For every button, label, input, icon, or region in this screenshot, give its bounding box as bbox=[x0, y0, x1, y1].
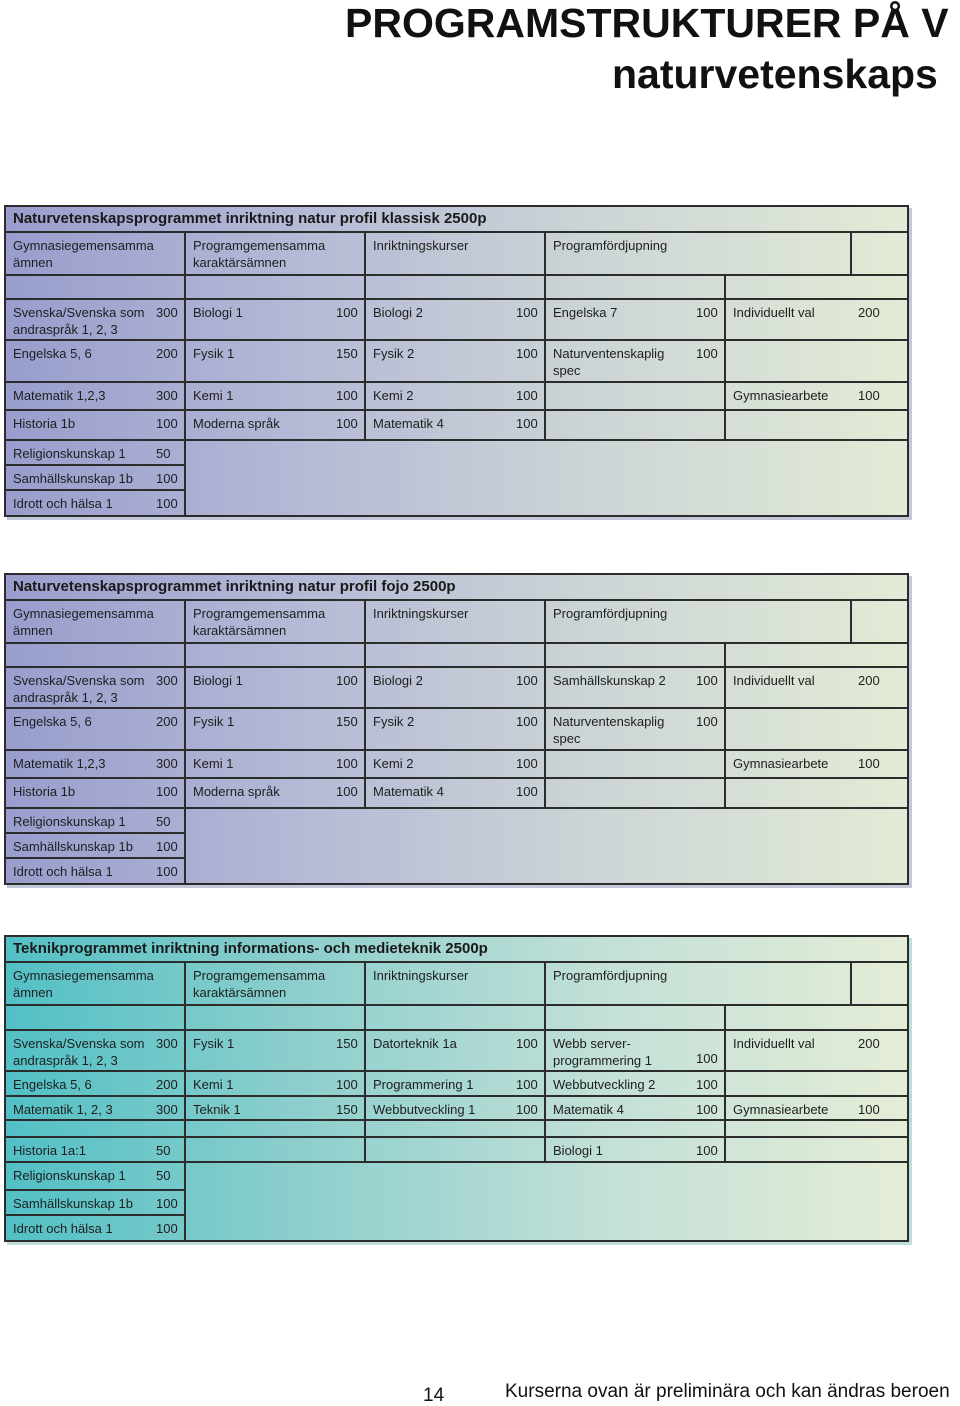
empty-cell bbox=[6, 275, 149, 299]
course-points: 100 bbox=[149, 833, 185, 858]
course-points: 100 bbox=[329, 410, 365, 440]
empty-cell bbox=[689, 410, 725, 440]
course-row bbox=[6, 667, 907, 708]
course-row bbox=[6, 1120, 907, 1137]
column-header: Inriktningskurser bbox=[365, 963, 545, 1005]
course-row bbox=[6, 299, 907, 340]
course-points: 100 bbox=[509, 340, 545, 382]
course-name: Naturventenskaplig spec bbox=[545, 340, 689, 382]
course-points: 100 bbox=[689, 299, 725, 340]
course-grid bbox=[6, 233, 907, 515]
course-points: 50 bbox=[149, 1162, 185, 1190]
course-name: Kemi 1 bbox=[185, 382, 329, 410]
course-points: 100 bbox=[329, 1071, 365, 1096]
course-row bbox=[6, 1096, 907, 1120]
course-points: 100 bbox=[851, 750, 907, 778]
course-name: Gymnasiearbete bbox=[725, 750, 851, 778]
course-row bbox=[6, 1162, 907, 1190]
course-name: Samhällskunskap 1b bbox=[6, 833, 149, 858]
course-name: Historia 1b bbox=[6, 410, 149, 440]
empty-cell bbox=[545, 382, 689, 410]
course-points: 100 bbox=[329, 778, 365, 808]
empty-cell bbox=[6, 1005, 149, 1030]
course-points: 200 bbox=[149, 340, 185, 382]
program-table-teknik bbox=[4, 935, 909, 1242]
course-name: Biologi 2 bbox=[365, 299, 509, 340]
course-points: 100 bbox=[689, 1030, 725, 1071]
course-name: Programmering 1 bbox=[365, 1071, 509, 1096]
spacer-row bbox=[6, 275, 907, 299]
course-name: Matematik 1,2,3 bbox=[6, 382, 149, 410]
course-name: Biologi 2 bbox=[365, 667, 509, 708]
column-header: Gymnasiegemensamma ämnen bbox=[6, 963, 185, 1005]
course-points: 200 bbox=[149, 708, 185, 750]
empty-cell bbox=[851, 601, 907, 643]
empty-cell bbox=[365, 1137, 509, 1162]
course-row bbox=[6, 410, 907, 440]
empty-cell bbox=[149, 1005, 185, 1030]
program-table-natur-fojo bbox=[4, 573, 909, 885]
empty-cell bbox=[365, 1005, 509, 1030]
empty-cell bbox=[851, 1120, 907, 1137]
column-header: Gymnasiegemensamma ämnen bbox=[6, 233, 185, 275]
page-number: 14 bbox=[423, 1385, 445, 1406]
course-name: Kemi 1 bbox=[185, 1071, 329, 1096]
course-points: 200 bbox=[851, 299, 907, 340]
empty-cell bbox=[509, 1137, 545, 1162]
course-row bbox=[6, 708, 907, 750]
course-name: Matematik 4 bbox=[545, 1096, 689, 1120]
course-points: 100 bbox=[689, 1096, 725, 1120]
course-name: Historia 1b bbox=[6, 778, 149, 808]
document-title-line-1: PROGRAMSTRUKTURER PÅ V bbox=[345, 0, 949, 46]
course-name: Teknik 1 bbox=[185, 1096, 329, 1120]
course-points: 100 bbox=[509, 1030, 545, 1071]
course-points: 150 bbox=[329, 1030, 365, 1071]
empty-cell bbox=[851, 1005, 907, 1030]
course-grid-body bbox=[6, 963, 907, 1240]
course-name: Idrott och hälsa 1 bbox=[6, 490, 149, 515]
course-points: 50 bbox=[149, 1137, 185, 1162]
empty-cell bbox=[329, 1005, 365, 1030]
empty-cell bbox=[851, 963, 907, 1005]
course-name: Webb server-programmering 1 bbox=[545, 1030, 689, 1071]
course-row bbox=[6, 778, 907, 808]
empty-cell bbox=[725, 708, 851, 750]
empty-cell bbox=[689, 778, 725, 808]
course-name: Naturventenskaplig spec bbox=[545, 708, 689, 750]
course-name: Individuellt val bbox=[725, 299, 851, 340]
empty-cell bbox=[509, 1005, 545, 1030]
course-row bbox=[6, 440, 907, 465]
course-name: Fysik 2 bbox=[365, 708, 509, 750]
empty-cell bbox=[185, 1137, 329, 1162]
empty-cell bbox=[689, 1120, 725, 1137]
course-name: Engelska 5, 6 bbox=[6, 708, 149, 750]
column-header: Gymnasiegemensamma ämnen bbox=[6, 601, 185, 643]
course-name: Idrott och hälsa 1 bbox=[6, 858, 149, 883]
document-title-line-2: naturvetenskaps bbox=[612, 51, 938, 97]
course-name: Matematik 4 bbox=[365, 778, 509, 808]
course-row bbox=[6, 1071, 907, 1096]
course-name: Matematik 1,2,3 bbox=[6, 750, 149, 778]
empty-cell bbox=[545, 778, 689, 808]
empty-cell bbox=[725, 410, 851, 440]
course-points: 100 bbox=[149, 490, 185, 515]
column-header: Programfördjupning bbox=[545, 233, 851, 275]
course-grid bbox=[6, 963, 907, 1240]
course-points: 100 bbox=[689, 1137, 725, 1162]
course-points: 100 bbox=[689, 1071, 725, 1096]
empty-cell bbox=[725, 643, 851, 667]
table-title: Naturvetenskapsprogrammet inriktning natur profil klassisk 2500p bbox=[6, 207, 907, 233]
empty-cell bbox=[689, 275, 725, 299]
empty-cell bbox=[851, 410, 907, 440]
empty-cell bbox=[725, 275, 851, 299]
course-points: 100 bbox=[689, 708, 725, 750]
empty-cell bbox=[149, 643, 185, 667]
course-name: Idrott och hälsa 1 bbox=[6, 1215, 149, 1240]
course-name: Gymnasiearbete bbox=[725, 382, 851, 410]
empty-cell bbox=[185, 1120, 329, 1137]
course-points: 100 bbox=[509, 382, 545, 410]
course-points: 100 bbox=[329, 299, 365, 340]
course-points: 100 bbox=[149, 1215, 185, 1240]
course-name: Biologi 1 bbox=[545, 1137, 689, 1162]
course-points: 100 bbox=[149, 1190, 185, 1215]
spacer-row bbox=[6, 643, 907, 667]
empty-cell bbox=[149, 1120, 185, 1137]
empty-cell bbox=[545, 1005, 689, 1030]
empty-cell bbox=[725, 340, 851, 382]
course-points: 100 bbox=[689, 667, 725, 708]
header-row bbox=[6, 601, 907, 643]
course-points: 200 bbox=[851, 1030, 907, 1071]
empty-cell bbox=[545, 275, 689, 299]
course-row bbox=[6, 750, 907, 778]
course-grid bbox=[6, 601, 907, 883]
course-name: Biologi 1 bbox=[185, 667, 329, 708]
course-points: 300 bbox=[149, 299, 185, 340]
empty-cell bbox=[185, 275, 329, 299]
header-row bbox=[6, 233, 907, 275]
empty-cell bbox=[545, 750, 689, 778]
footer-note: Kurserna ovan är preliminära och kan ändras beroen bbox=[505, 1382, 950, 1402]
empty-cell bbox=[851, 778, 907, 808]
course-points: 100 bbox=[509, 1071, 545, 1096]
course-name: Svenska/Svenska som andraspråk 1, 2, 3 bbox=[6, 299, 149, 340]
empty-cell bbox=[851, 275, 907, 299]
course-row bbox=[6, 340, 907, 382]
empty-cell bbox=[185, 1005, 329, 1030]
column-header: Programgemensamma karaktärsämnen bbox=[185, 601, 365, 643]
column-header: Programgemensamma karaktärsämnen bbox=[185, 233, 365, 275]
course-name: Svenska/Svenska som andraspråk 1, 2, 3 bbox=[6, 1030, 149, 1071]
course-name: Kemi 2 bbox=[365, 382, 509, 410]
course-name: Samhällskunskap 2 bbox=[545, 667, 689, 708]
course-name: Webbutveckling 1 bbox=[365, 1096, 509, 1120]
course-name: Religionskunskap 1 bbox=[6, 808, 149, 833]
course-grid-body bbox=[6, 601, 907, 883]
course-points: 100 bbox=[509, 708, 545, 750]
course-points: 150 bbox=[329, 1096, 365, 1120]
empty-cell bbox=[725, 778, 851, 808]
column-header: Inriktningskurser bbox=[365, 601, 545, 643]
course-name: Samhällskunskap 1b bbox=[6, 1190, 149, 1215]
empty-cell bbox=[509, 1120, 545, 1137]
course-points: 150 bbox=[329, 340, 365, 382]
course-name: Fysik 1 bbox=[185, 1030, 329, 1071]
course-points: 100 bbox=[851, 382, 907, 410]
course-name: Moderna språk bbox=[185, 778, 329, 808]
course-points: 300 bbox=[149, 1096, 185, 1120]
course-points: 100 bbox=[149, 410, 185, 440]
column-header: Inriktningskurser bbox=[365, 233, 545, 275]
program-table-natur-klassisk bbox=[4, 205, 909, 517]
column-header: Programfördjupning bbox=[545, 601, 851, 643]
spacer-row bbox=[6, 1005, 907, 1030]
course-name: Fysik 2 bbox=[365, 340, 509, 382]
course-name: Svenska/Svenska som andraspråk 1, 2, 3 bbox=[6, 667, 149, 708]
course-row bbox=[6, 808, 907, 833]
empty-cell bbox=[689, 750, 725, 778]
course-name: Individuellt val bbox=[725, 1030, 851, 1071]
table-title: Teknikprogrammet inriktning informations- och medieteknik 2500p bbox=[6, 937, 907, 963]
empty-area bbox=[185, 808, 907, 883]
empty-cell bbox=[689, 643, 725, 667]
header-row bbox=[6, 963, 907, 1005]
course-name: Individuellt val bbox=[725, 667, 851, 708]
course-name: Fysik 1 bbox=[185, 340, 329, 382]
course-points: 100 bbox=[149, 778, 185, 808]
empty-cell bbox=[851, 233, 907, 275]
empty-cell bbox=[689, 1005, 725, 1030]
course-name: Engelska 5, 6 bbox=[6, 1071, 149, 1096]
course-name: Datorteknik 1a bbox=[365, 1030, 509, 1071]
column-header: Programfördjupning bbox=[545, 963, 851, 1005]
empty-cell bbox=[851, 1137, 907, 1162]
course-name: Matematik 4 bbox=[365, 410, 509, 440]
empty-area bbox=[185, 440, 907, 515]
course-points: 100 bbox=[509, 778, 545, 808]
empty-cell bbox=[725, 1120, 851, 1137]
course-name: Samhällskunskap 1b bbox=[6, 465, 149, 490]
empty-cell bbox=[545, 643, 689, 667]
course-points: 300 bbox=[149, 382, 185, 410]
empty-cell bbox=[365, 643, 509, 667]
course-points: 300 bbox=[149, 1030, 185, 1071]
course-points: 50 bbox=[149, 808, 185, 833]
column-header: Programgemensamma karaktärsämnen bbox=[185, 963, 365, 1005]
empty-cell bbox=[329, 1120, 365, 1137]
course-name: Engelska 7 bbox=[545, 299, 689, 340]
empty-cell bbox=[545, 1120, 689, 1137]
course-points: 100 bbox=[509, 1096, 545, 1120]
course-name: Kemi 1 bbox=[185, 750, 329, 778]
table-title: Naturvetenskapsprogrammet inriktning natur profil fojo 2500p bbox=[6, 575, 907, 601]
course-name: Fysik 1 bbox=[185, 708, 329, 750]
empty-cell bbox=[329, 275, 365, 299]
course-points: 100 bbox=[329, 667, 365, 708]
course-row bbox=[6, 1030, 907, 1071]
empty-cell bbox=[329, 1137, 365, 1162]
course-name: Kemi 2 bbox=[365, 750, 509, 778]
empty-cell bbox=[545, 410, 689, 440]
course-row bbox=[6, 1137, 907, 1162]
course-points: 300 bbox=[149, 667, 185, 708]
course-name: Engelska 5, 6 bbox=[6, 340, 149, 382]
empty-cell bbox=[725, 1071, 851, 1096]
course-points: 100 bbox=[689, 340, 725, 382]
course-grid-body bbox=[6, 233, 907, 515]
course-points: 100 bbox=[329, 382, 365, 410]
course-name: Gymnasiearbete bbox=[725, 1096, 851, 1120]
empty-cell bbox=[851, 643, 907, 667]
empty-cell bbox=[6, 1120, 149, 1137]
empty-cell bbox=[851, 340, 907, 382]
course-points: 100 bbox=[149, 858, 185, 883]
empty-cell bbox=[689, 382, 725, 410]
empty-cell bbox=[851, 708, 907, 750]
course-points: 100 bbox=[509, 299, 545, 340]
course-points: 100 bbox=[149, 465, 185, 490]
empty-cell bbox=[509, 275, 545, 299]
empty-cell bbox=[185, 643, 329, 667]
empty-cell bbox=[725, 1005, 851, 1030]
course-name: Religionskunskap 1 bbox=[6, 1162, 149, 1190]
course-name: Matematik 1, 2, 3 bbox=[6, 1096, 149, 1120]
empty-cell bbox=[365, 275, 509, 299]
course-name: Webbutveckling 2 bbox=[545, 1071, 689, 1096]
course-points: 200 bbox=[149, 1071, 185, 1096]
empty-cell bbox=[365, 1120, 509, 1137]
empty-cell bbox=[725, 1137, 851, 1162]
course-points: 300 bbox=[149, 750, 185, 778]
empty-cell bbox=[509, 643, 545, 667]
course-points: 50 bbox=[149, 440, 185, 465]
course-points: 200 bbox=[851, 667, 907, 708]
course-points: 100 bbox=[509, 667, 545, 708]
course-name: Religionskunskap 1 bbox=[6, 440, 149, 465]
course-row bbox=[6, 382, 907, 410]
empty-cell bbox=[6, 643, 149, 667]
course-points: 100 bbox=[509, 750, 545, 778]
empty-cell bbox=[329, 643, 365, 667]
course-points: 100 bbox=[329, 750, 365, 778]
course-points: 150 bbox=[329, 708, 365, 750]
empty-cell bbox=[851, 1071, 907, 1096]
empty-cell bbox=[149, 275, 185, 299]
course-name: Moderna språk bbox=[185, 410, 329, 440]
empty-area bbox=[185, 1162, 907, 1240]
course-points: 100 bbox=[851, 1096, 907, 1120]
course-name: Historia 1a:1 bbox=[6, 1137, 149, 1162]
course-points: 100 bbox=[509, 410, 545, 440]
course-name: Biologi 1 bbox=[185, 299, 329, 340]
